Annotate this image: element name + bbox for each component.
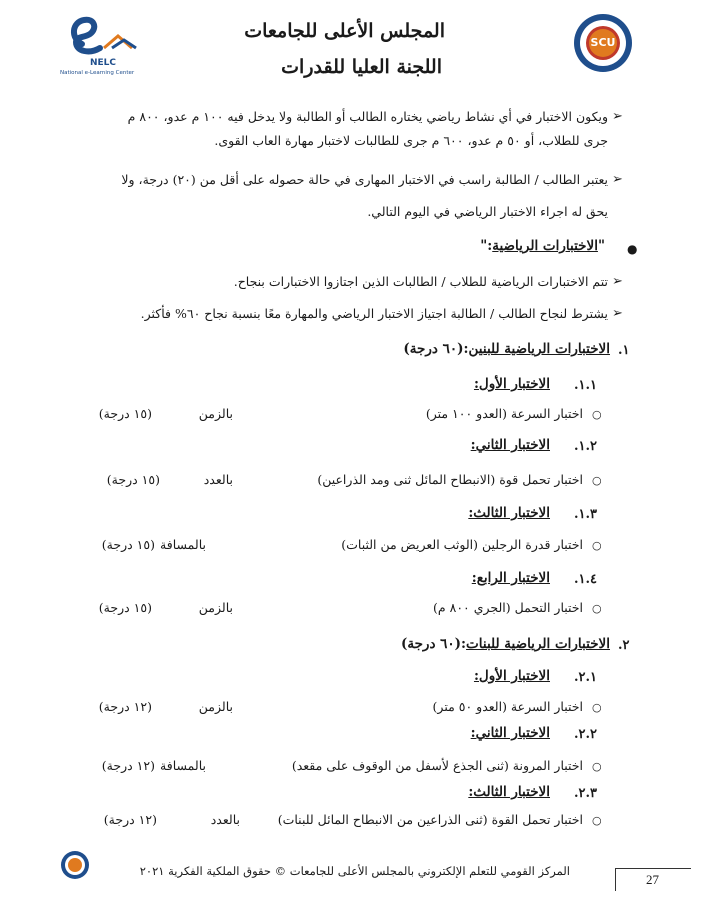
circle-bullet-icon: ○	[592, 539, 602, 552]
scu-logo	[572, 12, 634, 74]
test-score: (١٥ درجة)	[106, 472, 160, 487]
circle-bullet-icon: ○	[592, 602, 602, 615]
boys-section-heading: الاختبارات الرياضية للبنين:(٦٠ درجة)	[403, 341, 610, 357]
dot-bullet-icon: ●	[627, 242, 638, 256]
header-title-sub: اللجنة العليا للقدرات	[281, 56, 442, 78]
test-item: اختبار التحمل (الجري ٨٠٠ م)	[433, 600, 583, 615]
test-measure: بالعدد	[210, 812, 240, 827]
test-title: الاختبار الثالث:	[468, 505, 550, 521]
circle-bullet-icon: ○	[592, 408, 602, 421]
test-measure: بالمسافة	[160, 537, 206, 552]
circle-bullet-icon: ○	[592, 760, 602, 773]
test-title: الاختبار الأول:	[473, 668, 550, 684]
scu-logo-text: SCU	[590, 36, 616, 49]
nelc-logo	[60, 14, 148, 82]
test-score: (١٢ درجة)	[103, 812, 157, 827]
footer-logo	[60, 850, 90, 880]
test-item: اختبار قدرة الرجلين (الوثب العريض من الثبات)	[341, 537, 583, 552]
sports-section-heading: "الاختبارات الرياضية:"	[480, 238, 605, 254]
test-number: .١.٣	[574, 507, 598, 522]
page-number: 27	[646, 872, 659, 887]
test-measure: بالزمن	[198, 600, 233, 615]
test-item: اختبار السرعة (العدو ٥٠ متر)	[432, 699, 583, 714]
sports-bullet: يشترط لنجاح الطالب / الطالبة اجتياز الاختبار الرياضي والمهارة معًا بنسبة نجاح ٦٠% فأكثر.	[140, 306, 608, 321]
circle-bullet-icon: ○	[592, 814, 602, 827]
sports-bullet: تتم الاختبارات الرياضية للطلاب / الطالبات الذين اجتازوا الاختبارات بنجاح.	[233, 274, 608, 289]
test-item: اختبار تحمل القوة (ثنى الذراعين من الانبطاح المائل للبنات)	[277, 812, 583, 827]
header-title-main: المجلس الأعلى للجامعات	[244, 20, 445, 42]
footer-copyright: المركز القومي للتعلم الإلكتروني بالمجلس الأعلى للجامعات © حقوق الملكية الفكرية ٢٠٢١	[139, 864, 570, 878]
nelc-logo-caption: National e-Learning Center	[60, 70, 135, 76]
test-item: اختبار المرونة (ثنى الجذع لأسفل من الوقوف على مقعد)	[291, 758, 583, 773]
test-item: اختبار تحمل قوة (الانبطاح المائل ثنى ومد الذراعين)	[317, 472, 583, 487]
section-number: .١	[618, 343, 630, 358]
test-score: (١٥ درجة)	[101, 537, 155, 552]
circle-bullet-icon: ○	[592, 474, 602, 487]
section-number: .٢	[618, 638, 630, 653]
arrow-bullet-icon: ➢	[612, 306, 623, 321]
arrow-bullet-icon: ➢	[612, 172, 623, 187]
intro-line: جرى للطلاب، أو ٥٠ م عدو، ٦٠٠ م جرى للطالبات لاختبار مهارة العاب القوى.	[214, 133, 608, 148]
test-measure: بالمسافة	[160, 758, 206, 773]
test-number: .١.٤	[574, 572, 598, 587]
test-title: الاختبار الرابع:	[471, 570, 550, 586]
test-title: الاختبار الثاني:	[470, 437, 550, 453]
arrow-bullet-icon: ➢	[612, 274, 623, 289]
test-title: الاختبار الثاني:	[470, 725, 550, 741]
test-title: الاختبار الثالث:	[468, 784, 550, 800]
arrow-bullet-icon: ➢	[612, 109, 623, 124]
test-measure: بالزمن	[198, 406, 233, 421]
test-number: .٢.٢	[574, 727, 598, 742]
test-score: (١٢ درجة)	[98, 699, 152, 714]
test-number: .١.١	[574, 378, 598, 393]
nelc-logo-text: NELC	[90, 58, 117, 68]
circle-bullet-icon: ○	[592, 701, 602, 714]
test-number: .١.٢	[574, 439, 598, 454]
intro-line: ويكون الاختبار في أي نشاط رياضي يختاره الطالب أو الطالبة ولا يدخل فيه ١٠٠ م عدو، ٨٠٠ م	[127, 109, 608, 124]
test-score: (١٥ درجة)	[98, 600, 152, 615]
test-score: (١٢ درجة)	[101, 758, 155, 773]
test-measure: بالعدد	[203, 472, 233, 487]
test-measure: بالزمن	[198, 699, 233, 714]
girls-section-heading: الاختبارات الرياضية للبنات:(٦٠ درجة)	[400, 636, 610, 652]
test-title: الاختبار الأول:	[473, 376, 550, 392]
test-score: (١٥ درجة)	[98, 406, 152, 421]
test-number: .٢.٣	[574, 786, 598, 801]
intro-line: يحق له اجراء الاختبار الرياضي في اليوم التالي.	[367, 204, 608, 219]
test-item: اختبار السرعة (العدو ١٠٠ متر)	[425, 406, 583, 421]
intro-line: يعتبر الطالب / الطالبة راسب في الاختبار المهارى في حالة حصوله على أقل من (٢٠) درجة، ولا	[121, 172, 608, 187]
test-number: .٢.١	[574, 670, 598, 685]
